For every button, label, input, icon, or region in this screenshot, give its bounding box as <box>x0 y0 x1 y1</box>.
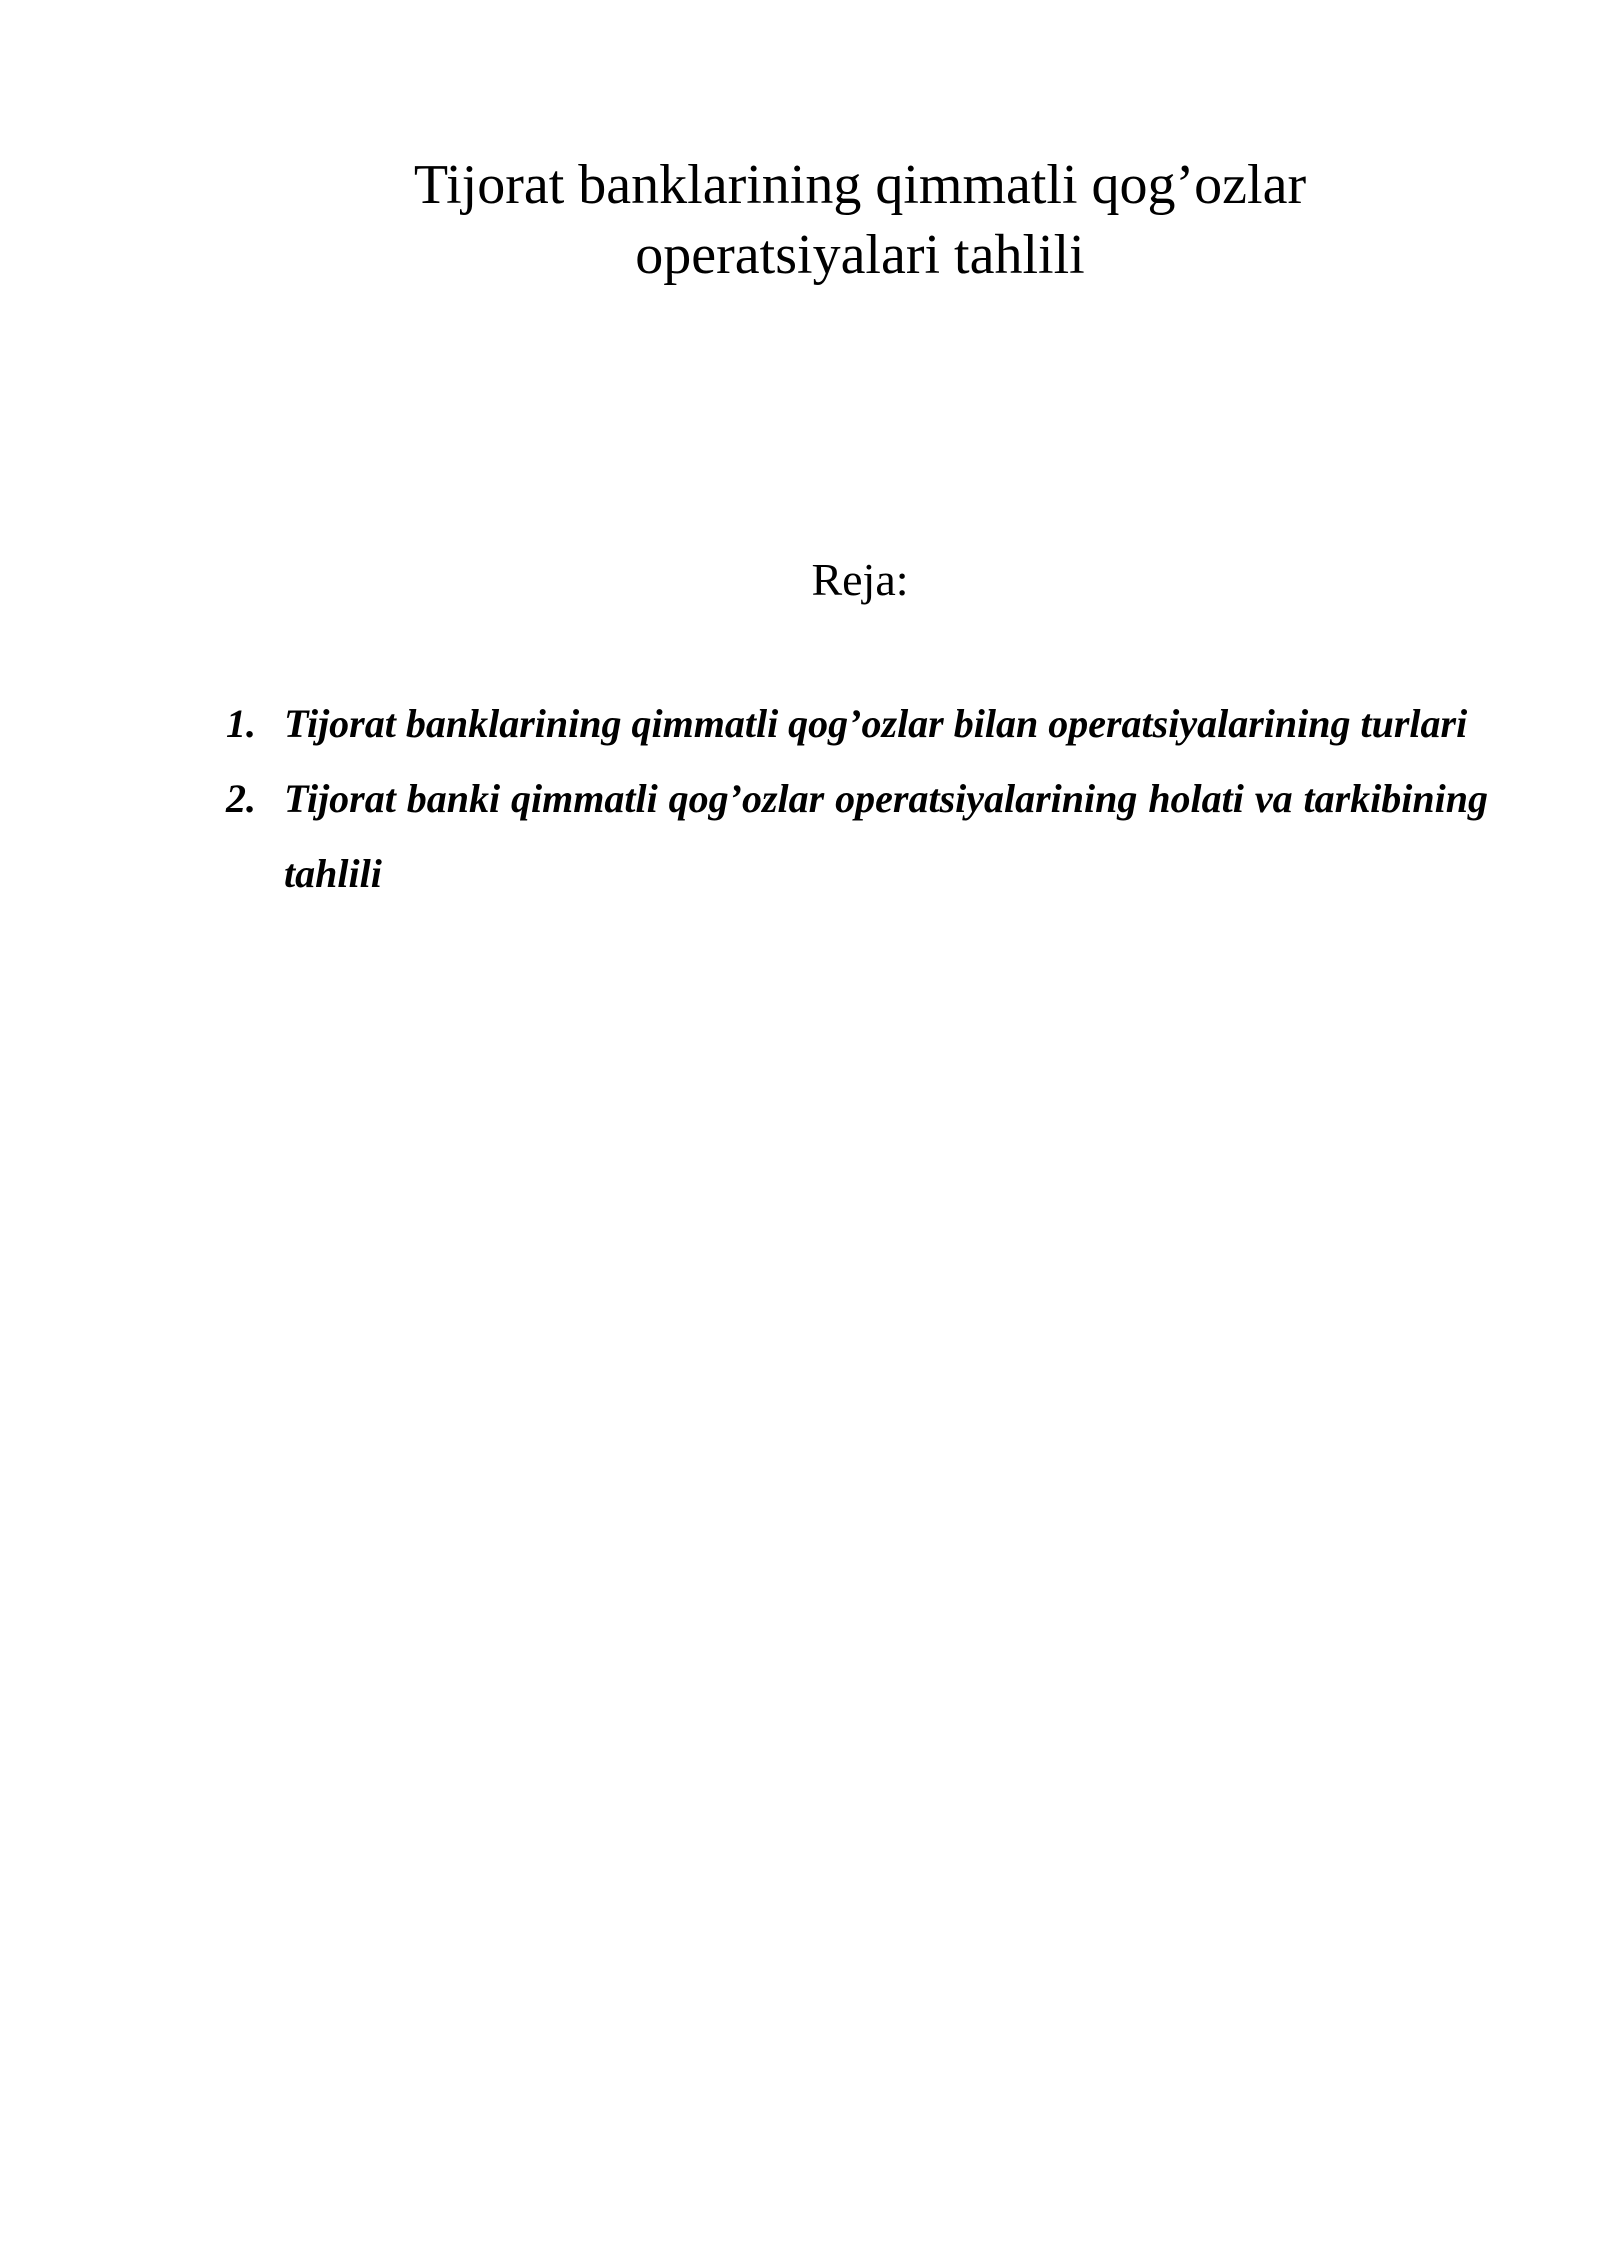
plan-item-number: 1. <box>226 701 256 746</box>
plan-item-text: Tijorat banklarining qimmatli qog’ozlar bilan operatsiyalarining turlari <box>284 701 1468 746</box>
document-title <box>260 150 1460 290</box>
document-title-line-1: Tijorat banklarining qimmatli qog’ozlar <box>413 154 1307 216</box>
plan-item-text: Tijorat banki qimmatli qog’ozlar operatsiyalarining holati va tarkibining tahlili <box>284 776 1488 896</box>
plan-item-number: 2. <box>226 776 256 821</box>
plan-heading: Reja: <box>811 554 909 605</box>
plan-item-1 <box>226 686 1488 761</box>
plan-item-2 <box>226 761 1488 911</box>
plan-list <box>226 686 1488 911</box>
document-title-line-2: operatsiyalari tahlili <box>635 224 1085 286</box>
